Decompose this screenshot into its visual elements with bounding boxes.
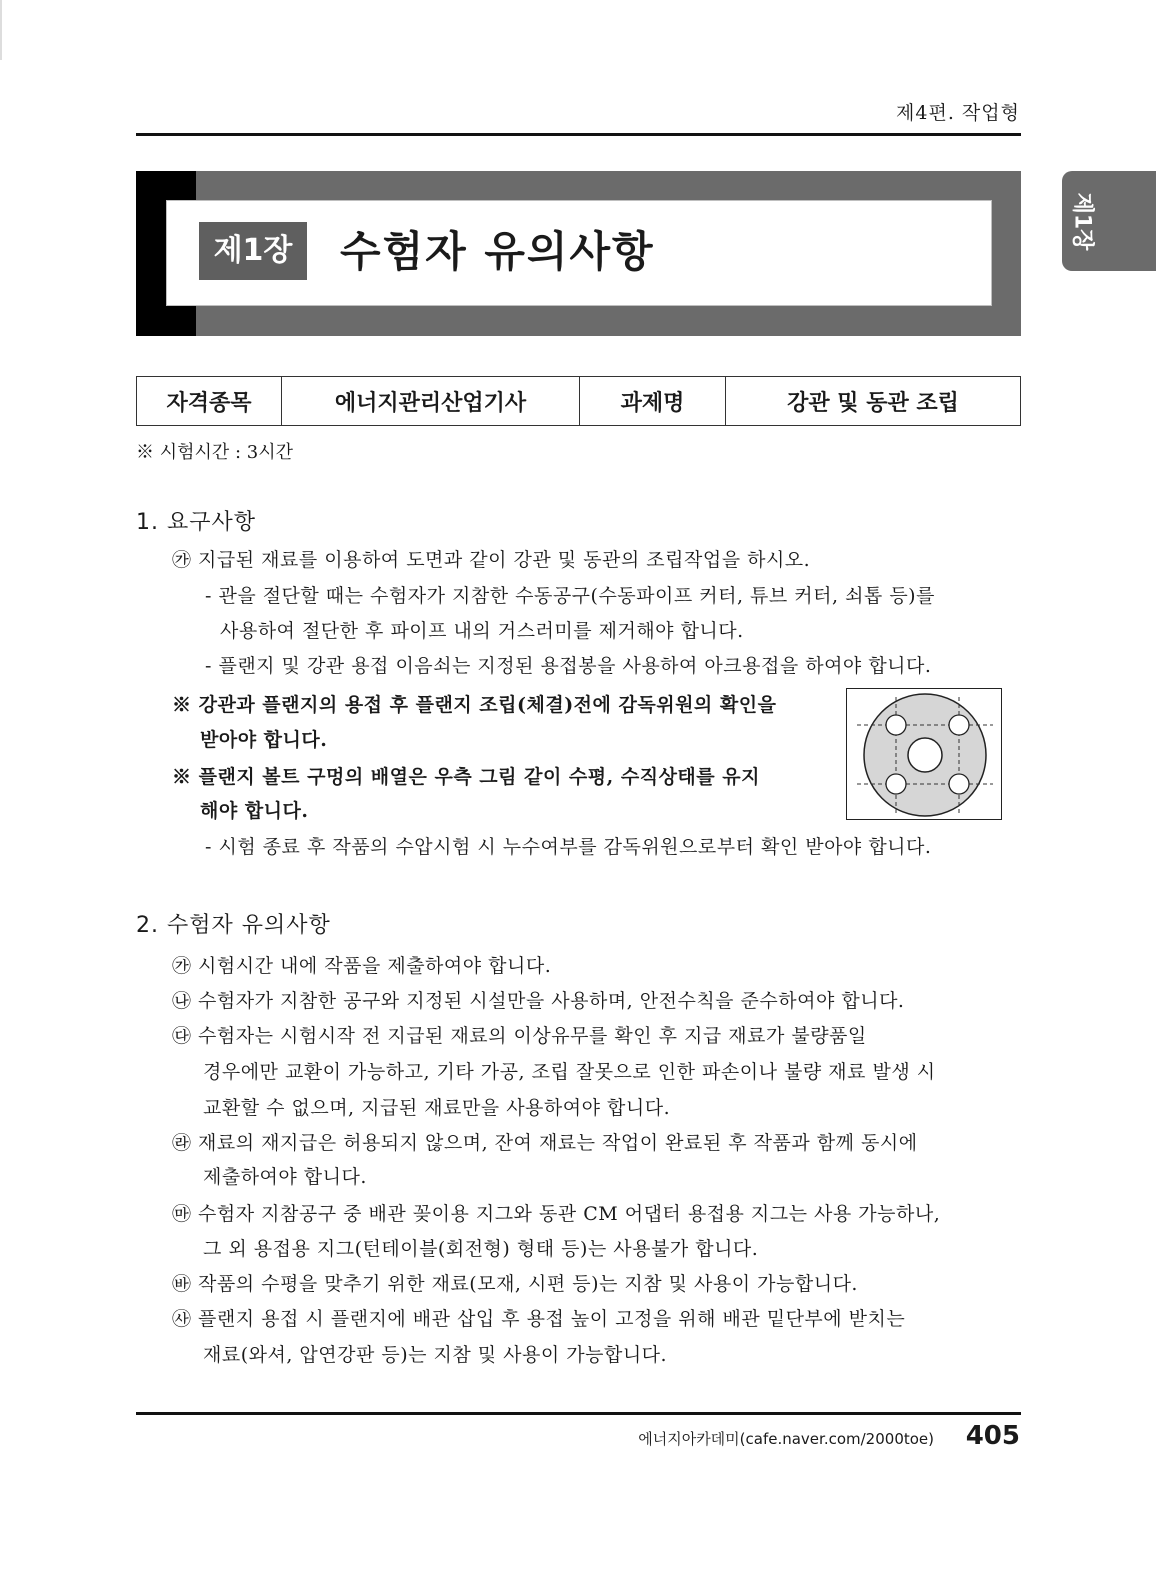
section2-line: ㉰ 수험자는 시험시작 전 지급된 재료의 이상유무를 확인 후 지급 재료가 불량품일	[172, 1025, 867, 1047]
page-edge	[0, 0, 2, 60]
info-cell-task-value: 강관 및 동관 조립	[726, 377, 1021, 426]
info-cell-qualification-value: 에너지관리산업기사	[282, 377, 580, 426]
bolt-hole	[949, 774, 969, 794]
section1-line: 사용하여 절단한 후 파이프 내의 거스러미를 제거해야 합니다.	[220, 620, 744, 642]
info-table	[136, 376, 1021, 426]
section1-note: ※ 플랜지 볼트 구멍의 배열은 우측 그림 같이 수평, 수직상태를 유지	[172, 766, 760, 788]
section2-line: 제출하여야 합니다.	[203, 1166, 367, 1188]
footer-site: 에너지아카데미(cafe.naver.com/2000toe)	[638, 1430, 934, 1448]
section1-line: - 관을 절단할 때는 수험자가 지참한 수동공구(수동파이프 커터, 튜브 커터, 쇠톱 등)를	[205, 585, 935, 607]
info-cell-qualification-label: 자격종목	[137, 377, 282, 426]
bolt-hole	[949, 715, 969, 735]
info-cell-task-label: 과제명	[580, 377, 726, 426]
section1-note: 해야 합니다.	[200, 800, 309, 822]
side-chapter-tab-label: 제1장	[1069, 192, 1095, 250]
flange-bore	[908, 738, 942, 772]
chapter-title: 수험자 유의사항	[340, 227, 655, 276]
chapter-badge: 제1장	[199, 222, 307, 280]
footer-rule	[136, 1412, 1021, 1415]
section2-line: ㉳ 작품의 수평을 맞추기 위한 재료(모재, 시편 등)는 지참 및 사용이 가능합니다.	[172, 1273, 858, 1295]
section2-heading: 2. 수험자 유의사항	[136, 913, 331, 938]
section2-line: ㉮ 시험시간 내에 작품을 제출하여야 합니다.	[172, 955, 552, 977]
section1-line: - 시험 종료 후 작품의 수압시험 시 누수여부를 감독위원으로부터 확인 받아야 합니다.	[205, 836, 932, 858]
section1-note: ※ 강관과 플랜지의 용접 후 플랜지 조립(체결)전에 감독위원의 확인을	[172, 694, 777, 716]
section2-line: ㉯ 수험자가 지참한 공구와 지정된 시설만을 사용하며, 안전수칙을 준수하여야 합니다.	[172, 990, 905, 1012]
section2-line: 그 외 용접용 지그(턴테이블(회전형) 형태 등)는 사용불가 합니다.	[203, 1238, 759, 1260]
bolt-hole	[886, 774, 906, 794]
section1-note: 받아야 합니다.	[200, 729, 328, 751]
section1-line: - 플랜지 및 강관 용접 이음쇠는 지정된 용접봉을 사용하여 아크용접을 하여야 합니다.	[205, 655, 932, 677]
section2-line: ㉱ 재료의 재지급은 허용되지 않으며, 잔여 재료는 작업이 완료된 후 작품과 함께 동시에	[172, 1132, 918, 1154]
section2-line: 경우에만 교환이 가능하고, 기타 가공, 조립 잘못으로 인한 파손이나 불량 재료 발생 시	[203, 1061, 936, 1083]
section2-line: ㉴ 플랜지 용접 시 플랜지에 배관 삽입 후 용접 높이 고정을 위해 배관 밑단부에 받치는	[172, 1308, 906, 1330]
section1-heading: 1. 요구사항	[136, 510, 256, 535]
side-chapter-tab-label-wrap	[1062, 171, 1106, 271]
section2-line: ㉲ 수험자 지참공구 중 배관 꽂이용 지그와 동관 CM 어댑터 용접용 지그는 사용 가능하나,	[172, 1203, 941, 1225]
flange-diagram	[847, 689, 1000, 818]
page-number: 405	[965, 1421, 1020, 1451]
flange-figure	[846, 688, 1002, 820]
section2-line: 재료(와셔, 압연강판 등)는 지참 및 사용이 가능합니다.	[203, 1344, 668, 1366]
info-table-row	[137, 377, 1021, 426]
exam-time-note: ※ 시험시간 : 3시간	[136, 442, 294, 463]
section1-line: ㉮ 지급된 재료를 이용하여 도면과 같이 강관 및 동관의 조립작업을 하시오.	[172, 549, 811, 571]
header-rule	[136, 133, 1021, 136]
bolt-hole	[886, 715, 906, 735]
part-label: 제4편. 작업형	[896, 102, 1020, 124]
section2-line: 교환할 수 없으며, 지급된 재료만을 사용하여야 합니다.	[203, 1097, 671, 1119]
